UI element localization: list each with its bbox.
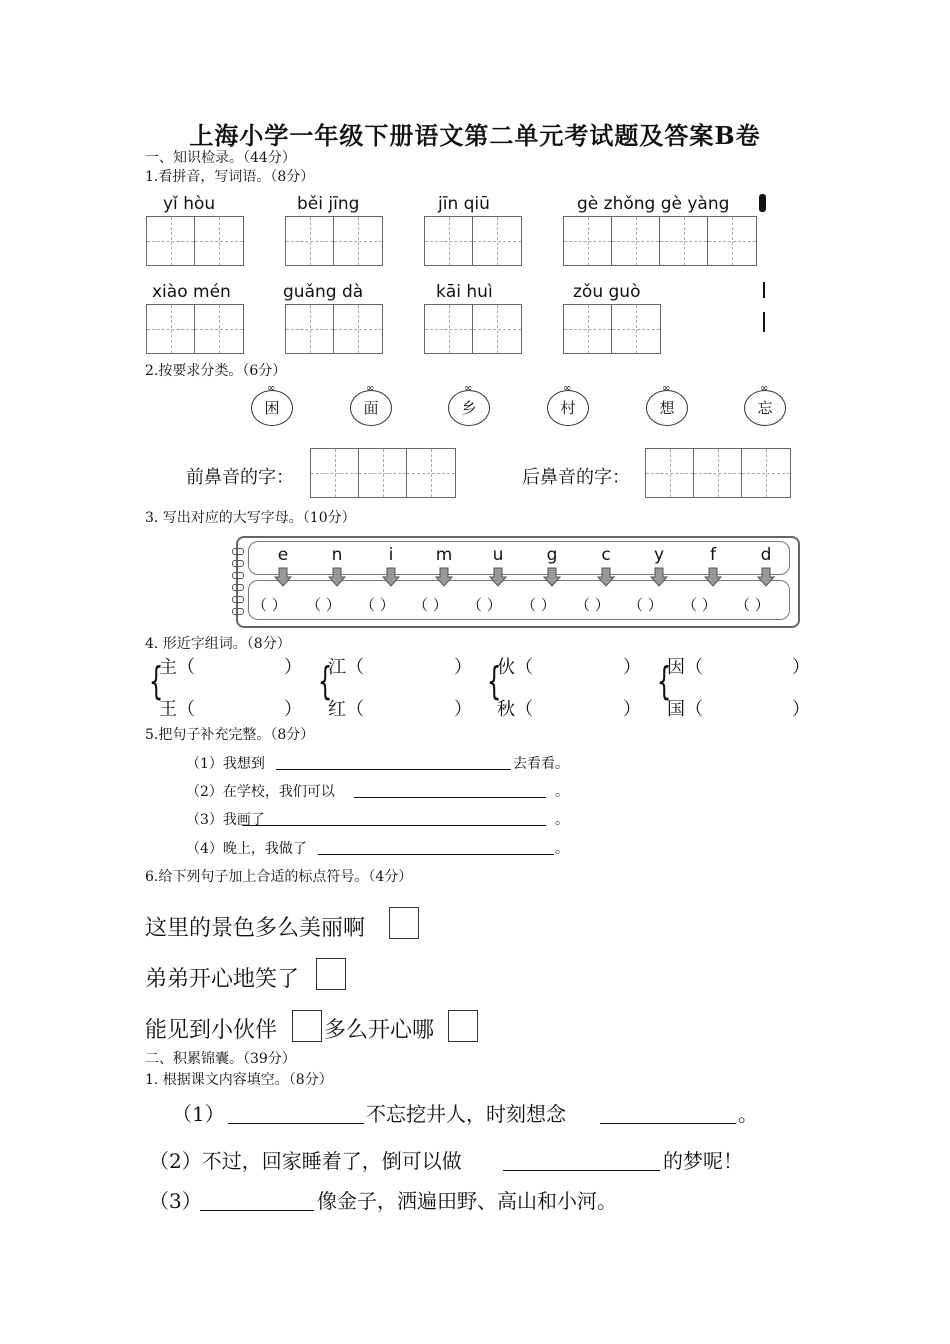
fill-2-text: （2）不过，回家睡着了，倒可以做 xyxy=(149,1149,462,1173)
down-arrow-icon xyxy=(329,568,345,586)
letter: i xyxy=(388,545,394,565)
brace-icon: { xyxy=(148,659,164,703)
pinyin: gè zhǒng gè yàng xyxy=(577,194,730,214)
sentence-3a: 能见到小伙伴 xyxy=(145,1018,278,1043)
char-face: ∞ 忘 xyxy=(740,390,790,434)
word-top: 主（ xyxy=(159,657,195,678)
answer-line[interactable] xyxy=(318,853,554,855)
answer-line[interactable] xyxy=(276,768,511,770)
punctuation-box[interactable] xyxy=(292,1010,322,1042)
answer-paren[interactable]: （ ） xyxy=(521,596,556,614)
sentence-3b: 多么开心哪 xyxy=(324,1018,435,1043)
answer-line[interactable] xyxy=(228,1122,364,1124)
char-grid[interactable] xyxy=(285,304,383,354)
q2-label: 2.按要求分类。（6分） xyxy=(145,363,287,379)
char-grid[interactable] xyxy=(424,304,522,354)
answer-paren[interactable]: （ ） xyxy=(252,596,287,614)
down-arrow-icon xyxy=(490,568,506,586)
punctuation-box[interactable] xyxy=(389,907,419,939)
char-face: ∞ 面 xyxy=(346,390,396,434)
back-nasal-grid[interactable] xyxy=(645,448,791,498)
ring xyxy=(232,572,244,579)
sentence-prefix: （4）晚上，我做了 xyxy=(186,841,307,857)
down-arrow-icon xyxy=(544,568,560,586)
answer-paren[interactable]: （ ） xyxy=(575,596,610,614)
letter: f xyxy=(710,545,716,565)
paren-close: ） xyxy=(454,657,472,678)
down-arrow-icon xyxy=(598,568,614,586)
punctuation-box[interactable] xyxy=(448,1010,478,1042)
sentence-prefix: （2）在学校，我们可以 xyxy=(186,784,335,800)
paren-close: ） xyxy=(454,699,472,720)
front-nasal-grid[interactable] xyxy=(310,448,456,498)
down-arrow-icon xyxy=(758,568,774,586)
answer-line[interactable] xyxy=(600,1122,736,1124)
punctuation-box[interactable] xyxy=(316,958,346,990)
word-bottom: 国（ xyxy=(667,699,703,720)
letter: d xyxy=(760,545,772,565)
fill-2-end: 的梦呢！ xyxy=(663,1149,743,1173)
scan-mark xyxy=(759,194,766,212)
sentence-2: 弟弟开心地笑了 xyxy=(145,967,300,992)
answer-line[interactable] xyxy=(354,796,546,798)
paren-close: ） xyxy=(623,699,641,720)
letter: u xyxy=(492,545,504,565)
paren-close: ） xyxy=(284,699,302,720)
arrows xyxy=(248,566,788,590)
letter: n xyxy=(331,545,343,565)
pinyin: xiào mén xyxy=(152,282,231,302)
down-arrow-icon xyxy=(705,568,721,586)
brace-icon: { xyxy=(486,659,502,703)
char-face: ∞ 乡 xyxy=(444,390,494,434)
sentence-suffix: 。 xyxy=(555,812,569,828)
answer-paren[interactable]: （ ） xyxy=(735,596,770,614)
q3-label: 3. 写出对应的大写字母。（10分） xyxy=(145,510,356,526)
letter: c xyxy=(601,545,611,565)
fill-1-num: （1） xyxy=(172,1102,225,1126)
ring xyxy=(232,608,244,615)
front-nasal-label: 前鼻音的字： xyxy=(186,467,294,488)
char-grid[interactable] xyxy=(563,304,661,354)
answer-paren[interactable]: （ ） xyxy=(628,596,663,614)
char-grid[interactable] xyxy=(146,216,244,266)
answer-paren[interactable]: （ ） xyxy=(413,596,448,614)
sentence-suffix: 去看看。 xyxy=(513,756,569,772)
sentence-prefix: （1）我想到 xyxy=(186,756,265,772)
pinyin: běi jīng xyxy=(297,194,360,214)
char-grid[interactable] xyxy=(146,304,244,354)
sentence-suffix: 。 xyxy=(555,841,569,857)
answer-paren[interactable]: （ ） xyxy=(306,596,341,614)
answer-line[interactable] xyxy=(503,1169,660,1171)
pinyin: yǐ hòu xyxy=(163,194,216,214)
q5-label: 5.把句子补充完整。（8分） xyxy=(145,727,315,743)
word-bottom: 红（ xyxy=(328,699,364,720)
brace-icon: { xyxy=(656,659,672,703)
letter: e xyxy=(277,545,289,565)
word-bottom: 秋（ xyxy=(497,699,533,720)
ring xyxy=(232,548,244,555)
q6-label: 6.给下列句子加上合适的标点符号。（4分） xyxy=(145,869,413,885)
fill-1-text: 不忘挖井人，时刻想念 xyxy=(366,1102,566,1126)
pinyin: kāi huì xyxy=(436,282,493,302)
letter: m xyxy=(435,545,453,565)
letter: g xyxy=(546,545,558,565)
section-2-heading: 二、积累锦囊。（39分） xyxy=(145,1051,296,1067)
char-grid[interactable] xyxy=(285,216,383,266)
char-face: ∞ 困 xyxy=(247,390,297,434)
scan-mark xyxy=(763,312,765,332)
word-top: 江（ xyxy=(328,657,364,678)
brace-icon: { xyxy=(317,659,333,703)
char-grid[interactable] xyxy=(563,216,757,266)
answer-paren[interactable]: （ ） xyxy=(682,596,717,614)
paren-close: ） xyxy=(623,657,641,678)
down-arrow-icon xyxy=(651,568,667,586)
fill-3-text: 像金子，洒遍田野、高山和小河。 xyxy=(317,1189,617,1213)
q1-label: 1.看拼音，写词语。（8分） xyxy=(145,169,315,185)
ring xyxy=(232,560,244,567)
ring xyxy=(232,584,244,591)
word-bottom: 王（ xyxy=(159,699,195,720)
pinyin: guǎng dà xyxy=(283,282,364,302)
back-nasal-label: 后鼻音的字： xyxy=(522,467,630,488)
q4-label: 4. 形近字组词。（8分） xyxy=(145,636,291,652)
section-1-heading: 一、知识检录。（44分） xyxy=(145,150,296,166)
paren-close: ） xyxy=(792,699,810,720)
letter: y xyxy=(653,545,665,565)
sentence-suffix: 。 xyxy=(555,784,569,800)
paren-close: ） xyxy=(792,657,810,678)
page-title: 上海小学一年级下册语文第二单元考试题及答案B卷 xyxy=(189,121,761,150)
down-arrow-icon xyxy=(275,568,291,586)
word-top: 因（ xyxy=(667,657,703,678)
pinyin: zǒu guò xyxy=(573,282,641,302)
answer-paren[interactable]: （ ） xyxy=(467,596,502,614)
fill-1-end: 。 xyxy=(738,1102,758,1126)
pinyin: jīn qiū xyxy=(438,194,490,214)
answer-line[interactable] xyxy=(242,824,546,826)
sentence-prefix: （3）我画了 xyxy=(186,812,265,828)
word-top: 伙（ xyxy=(497,657,533,678)
char-face: ∞ 村 xyxy=(543,390,593,434)
paren-close: ） xyxy=(284,657,302,678)
answer-line[interactable] xyxy=(200,1209,314,1211)
char-face: ∞ 想 xyxy=(642,390,692,434)
scan-mark xyxy=(763,282,765,298)
down-arrow-icon xyxy=(436,568,452,586)
answer-paren[interactable]: （ ） xyxy=(360,596,395,614)
down-arrow-icon xyxy=(383,568,399,586)
sentence-1: 这里的景色多么美丽啊 xyxy=(145,916,366,941)
char-grid[interactable] xyxy=(424,216,522,266)
q7-label: 1. 根据课文内容填空。（8分） xyxy=(145,1072,333,1088)
fill-3-num: （3） xyxy=(149,1189,202,1213)
ring xyxy=(232,596,244,603)
